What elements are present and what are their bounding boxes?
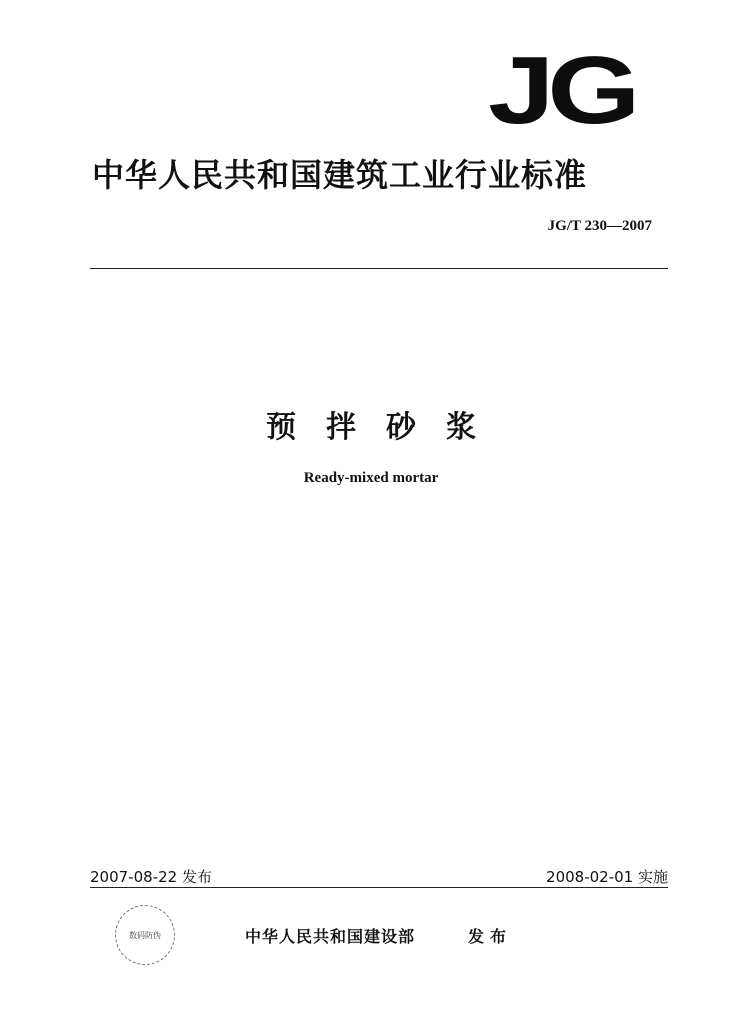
seal-text: 数码防伪 [129, 930, 161, 940]
issuer-title: 中华人民共和国建筑工业行业标准 [92, 156, 588, 194]
publish-label: 发布 [468, 927, 513, 946]
standard-code: JG/T 230—2007 [547, 218, 652, 234]
jg-logo: JG [488, 37, 634, 144]
document-title-english: Ready-mixed mortar [303, 470, 439, 486]
publisher-name: 中华人民共和国建设部 [245, 927, 416, 946]
implementation-date: 2008-02-01 实施 [546, 868, 668, 886]
header-divider [90, 268, 668, 269]
anti-counterfeit-seal [115, 905, 175, 965]
document-title: 预拌砂浆 [266, 410, 506, 445]
footer-divider [90, 887, 668, 888]
issue-date: 2007-08-22 发布 [90, 868, 212, 886]
